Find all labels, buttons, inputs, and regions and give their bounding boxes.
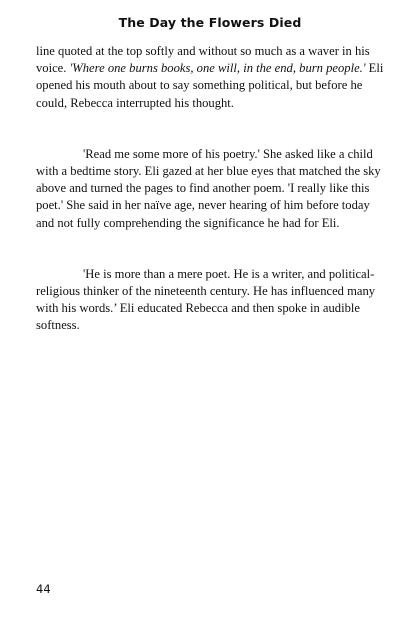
- paragraph-gap: [36, 249, 388, 266]
- page-number: 44: [36, 582, 51, 596]
- paragraph-gap: [36, 112, 388, 129]
- italic-quotation: 'Where one burns books, one will, in the end, burn people.': [69, 61, 366, 76]
- paragraph-gap: [36, 129, 388, 146]
- paragraph-2: 'Read me some more of his poetry.' She asked like a child with a bedtime story. Eli gazed at her blue eyes that matched the sky above and turned the pages to find another poem. 'I really like this poet.' She said in her naïve age, never hearing of him before today and not fully comprehending the significance he had for Eli.: [36, 146, 381, 230]
- paragraph-continuation: [36, 43, 388, 112]
- paragraph-3: 'He is more than a mere poet. He is a writer, and political-religious thinker of the nineteenth century. He has influenced many with his words.’ Eli educated Rebecca and then spoke in audible softness.: [36, 266, 376, 333]
- running-title: The Day the Flowers Died: [118, 15, 302, 30]
- paragraph-text: line quoted at the top softly and without so much as a waver in his voice.: [36, 44, 370, 76]
- body-text: [36, 43, 388, 335]
- paragraph-gap: [36, 232, 388, 249]
- paragraph-text: Eli opened his mouth about to say something political, but before he could, Rebecca interrupted his thought.: [36, 61, 384, 110]
